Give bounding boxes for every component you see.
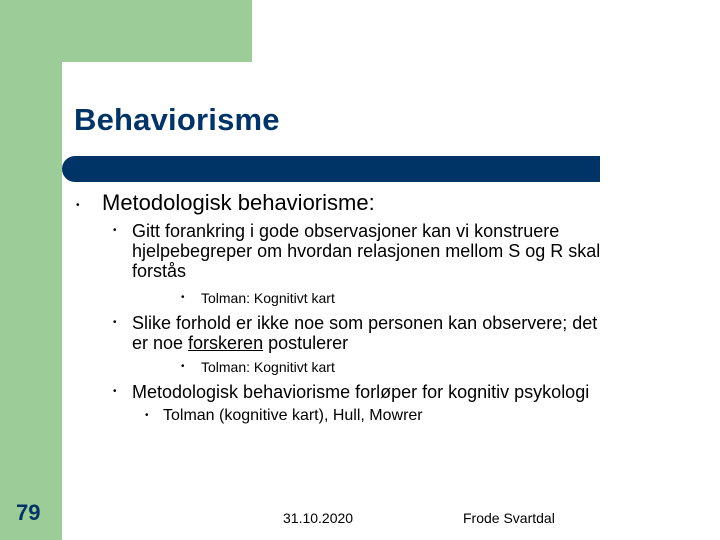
- footer-author: Frode Svartdal: [463, 510, 555, 526]
- bullet-icon: •: [181, 361, 185, 372]
- text-fragment: postulerer: [263, 333, 349, 353]
- footer-date: 31.10.2020: [283, 510, 354, 526]
- bullet-line: hjelpebegreper om hvordan relasjonen mellom S og R skal: [132, 241, 601, 261]
- bullet-icon: •: [181, 292, 185, 303]
- title-underline-bar: [62, 156, 600, 182]
- slide-title: Behaviorisme: [74, 102, 280, 137]
- underlined-word: forskeren: [188, 333, 264, 353]
- bullet-line: forstås: [132, 261, 187, 281]
- bullet-line: [132, 333, 597, 353]
- text-fragment: er noe: [132, 333, 189, 353]
- bullet-icon: •: [113, 317, 117, 328]
- bullet-tolman-hull-mowrer: Tolman (kognitive kart), Hull, Mowrer: [163, 407, 423, 424]
- bullet-icon: •: [145, 410, 149, 421]
- slide-number: 79: [16, 500, 41, 525]
- bullet-line: Slike forhold er ikke noe som personen kan observere; det: [132, 313, 598, 333]
- green-left-band: [0, 0, 62, 540]
- bullet-tolman-kart-1: Tolman: Kognitivt kart: [201, 290, 335, 306]
- bullet-forloper: Metodologisk behaviorisme forløper for kognitiv psykologi: [132, 382, 590, 402]
- bullet-gitt-forankring: [132, 221, 600, 281]
- bullet-icon: •: [113, 386, 117, 397]
- bullet-metodologisk: Metodologisk behaviorisme:: [102, 190, 375, 215]
- bullet-line: Gitt forankring i gode observasjoner kan vi konstruere: [132, 221, 560, 241]
- bullet-icon: •: [76, 200, 80, 211]
- bullet-tolman-kart-2: Tolman: Kognitivt kart: [201, 359, 335, 375]
- bullet-slike-forhold: [132, 313, 597, 353]
- bullet-icon: •: [113, 225, 117, 236]
